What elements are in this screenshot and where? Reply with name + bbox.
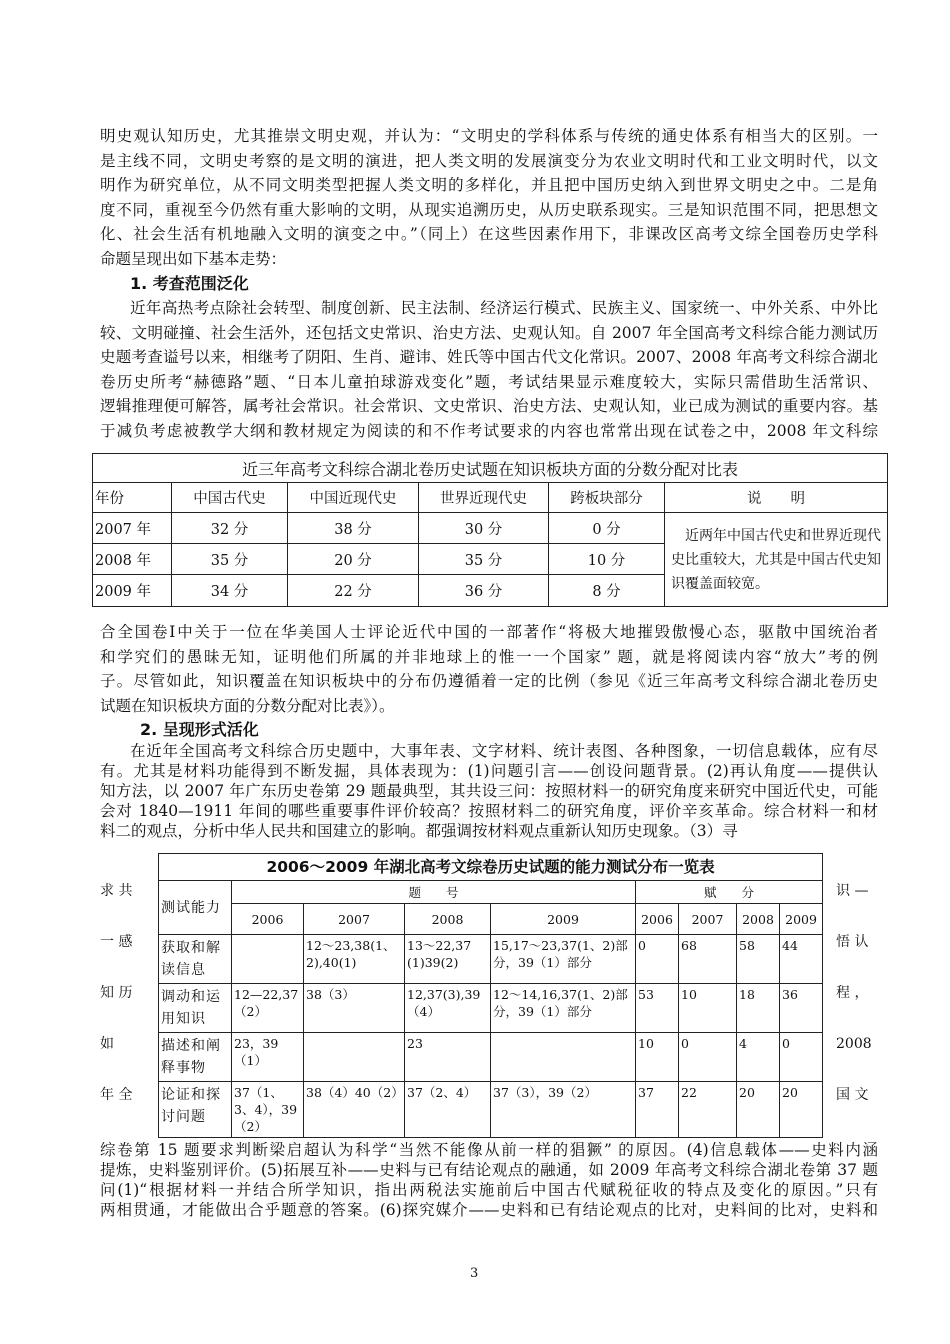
year-header: 2006 [232, 904, 304, 935]
text-line: 逻辑推理便可解答，属考社会常识。社会常识、文史常识、治史方法、史观认知，业已成为测试的重要内容。基 [100, 397, 878, 416]
text-line: 近年高热考点除社会转型、制度创新、民主法制、经济运行模式、民族主义、国家统一、中外关系、中外比 [130, 299, 878, 317]
text-fragment: 悟 认 [836, 934, 869, 950]
section-heading-2: 2. 呈现形式活化 [140, 720, 259, 739]
table-row [159, 1033, 823, 1082]
text-line: 是主线不同，文明史考察的是文明的演进，把人类文明的发展演变分为农业文明时代和工业文明时代，以文 [100, 151, 878, 170]
score-cell: 53 [636, 984, 679, 1033]
table-row [159, 935, 823, 984]
column-header: 世界近现代史 [419, 483, 549, 513]
text-line: 试题在知识板块方面的分数分配对比表》）。 [100, 696, 395, 715]
score-cell: 18 [737, 984, 780, 1033]
text-line: 料二的观点，分析中华人民共和国建立的影响。都强调按材料观点重新认知历史现象。（3）寻 [100, 822, 738, 840]
section-heading-1: 1. 考查范围泛化 [130, 274, 249, 293]
text-line: 合全国卷Ⅰ中关于一位在华美国人士评论近代中国的一部著作“将极大地摧毁傲慢心态，驱散中国统治者 [100, 623, 878, 641]
year-header: 2007 [304, 904, 405, 935]
table-row [159, 984, 823, 1033]
question-cell: 13～22,37(1)39(2) [405, 935, 491, 984]
column-header: 说 明 [665, 483, 888, 513]
question-cell: 23，39（1） [232, 1033, 304, 1082]
score-cell: 22 [679, 1082, 737, 1138]
score-cell: 44 [780, 935, 823, 984]
ability-cell: 调动和运用知识 [159, 984, 232, 1033]
text-fragment: 一 感 [100, 934, 133, 950]
question-cell: 37（3），39（2） [491, 1082, 636, 1138]
text-fragment: 2008 [836, 1036, 872, 1052]
score-cell: 4 [737, 1033, 780, 1082]
year-header: 2008 [405, 904, 491, 935]
ability-table-section [100, 853, 878, 1220]
paragraph-scope [100, 296, 878, 444]
column-group-header: 赋 分 [636, 881, 823, 904]
question-cell: 23 [405, 1033, 491, 1082]
table-title: 近三年高考文科综合湖北卷历史试题在知识板块方面的分数分配对比表 [93, 454, 888, 483]
year-header: 2008 [737, 904, 780, 935]
text-line: 卷历史所考“赫德路”题、“日本儿童拍球游戏变化”题，考试结果显示难度较大，实际只需借助生活常识、 [100, 372, 878, 391]
ability-cell: 论证和探讨问题 [159, 1082, 232, 1138]
column-header: 测试能力 [159, 881, 232, 935]
question-cell [304, 1033, 405, 1082]
text-line: 两相贯通，才能做出合乎题意的答案。(6)探究媒介——史料和已有结论观点的比对，史料间的比对，史料和 [100, 1201, 878, 1219]
table-cell: 8 分 [549, 575, 665, 607]
question-cell: 12～23,38(1、2),40(1) [304, 935, 405, 984]
paragraph-presentation [100, 741, 878, 841]
table-cell: 34 分 [172, 575, 288, 607]
text-fragment: 求 共 [100, 883, 133, 899]
score-cell: 10 [679, 984, 737, 1033]
text-fragment: 如 [100, 1036, 114, 1052]
year-header: 2009 [491, 904, 636, 935]
table-cell: 35 分 [419, 544, 549, 575]
paragraph-coverage [100, 620, 878, 718]
text-line: 在近年全国高考文科综合历史题中，大事年表、文字材料、统计表图、各种图象，一切信息载体，应有尽 [130, 742, 878, 760]
column-header: 年份 [93, 483, 172, 513]
year-header: 2009 [780, 904, 823, 935]
table-cell: 2009 年 [93, 575, 172, 607]
table-cell: 20 分 [288, 544, 419, 575]
table-cell: 32 分 [172, 513, 288, 544]
paragraph-civilization-view [100, 124, 878, 272]
text-line: 有。尤其是材料功能得到不断发掘，具体表现为：(1)问题引言——创设问题背景。(2)再认角度——提供认 [100, 762, 878, 780]
text-line: 问(1)“根据材料一并结合所学知识，指出两税法实施前后中国古代赋税征收的特点及变化的原因。”只有 [100, 1181, 878, 1199]
text-line: 和学究们的愚昧无知，证明他们所属的并非地球上的惟一一个国家” 题，就是将阅读内容“放大”考的例 [100, 647, 878, 666]
score-cell: 68 [679, 935, 737, 984]
question-cell: 15,17～23,37(1、2)部分，39（1）部分 [491, 935, 636, 984]
text-line: 史题考查谥号以来，相继考了阴阳、生肖、避讳、姓氏等中国古代文化常识。2007、2008 年高考文科综合湖北 [100, 348, 878, 367]
text-fragment: 程 ， [836, 985, 869, 1001]
score-cell: 10 [636, 1033, 679, 1082]
wrapped-text-left [100, 849, 132, 1138]
text-line: 子。尽管如此，知识覆盖在知识板块中的分布仍遵循着一定的比例（参见《近三年高考文科综合湖北卷历史 [100, 672, 878, 691]
text-line: 于减负考虑被教学大纲和教材规定为阅读的和不作考试要求的内容也常常出现在试卷之中，2008 年文科综 [100, 421, 878, 440]
table-row [93, 513, 888, 544]
score-distribution-table [92, 453, 888, 607]
score-cell: 37 [636, 1082, 679, 1138]
text-fragment: 国 文 [836, 1087, 869, 1103]
text-fragment: 知 历 [100, 985, 133, 1001]
question-cell: 12,37(3),39（4） [405, 984, 491, 1033]
column-header: 跨板块部分 [549, 483, 665, 513]
ability-cell: 获取和解读信息 [159, 935, 232, 984]
ability-distribution-table [158, 853, 823, 1138]
ability-cell: 描述和阐释事物 [159, 1033, 232, 1082]
wrapped-text-right [836, 849, 872, 1138]
text-line: 知方法，以 2007 年广东历史卷第 29 题最典型，其共设三问：按照材料一的研究角度来研究中国近代史，可能 [100, 782, 878, 800]
table-cell: 22 分 [288, 575, 419, 607]
text-line: 明史观认知历史，尤其推崇文明史观，并认为：“文明史的学科体系与传统的通史体系有相当大的区别。一 [100, 127, 878, 145]
text-line: 提炼，史料鉴别评价。(5)拓展互补——史料与已有结论观点的融通，如 2009 年高考文科综合湖北卷第 37 题 [100, 1161, 878, 1179]
score-cell: 0 [780, 1033, 823, 1082]
year-header: 2006 [636, 904, 679, 935]
text-line: 命题呈现出如下基本走势： [100, 249, 287, 268]
table-cell: 2008 年 [93, 544, 172, 575]
score-cell: 0 [636, 935, 679, 984]
table-row [159, 1082, 823, 1138]
paragraph-material-functions [100, 1140, 878, 1220]
question-cell: 12—22,37（2） [232, 984, 304, 1033]
score-cell: 0 [679, 1033, 737, 1082]
text-fragment: 识 — [836, 883, 869, 899]
column-header: 中国古代史 [172, 483, 288, 513]
score-cell: 20 [737, 1082, 780, 1138]
question-cell: 37（1、3、4），39（2） [232, 1082, 304, 1138]
question-cell: 37（2、4） [405, 1082, 491, 1138]
text-line: 综卷第 15 题要求判断梁启超认为科学“当然不能像从前一样的猖獗” 的原因。(4)信息载体——史料内涵 [100, 1141, 878, 1159]
text-line: 度不同，重视至今仍然有重大影响的文明，从现实追溯历史，从历史联系现实。三是知识范围不同，把思想文 [100, 200, 878, 219]
question-cell: 38（4）40（2） [304, 1082, 405, 1138]
score-cell: 36 [780, 984, 823, 1033]
text-fragment: 年 全 [100, 1087, 133, 1103]
table-cell: 30 分 [419, 513, 549, 544]
column-group-header: 题 号 [232, 881, 636, 904]
table-cell: 36 分 [419, 575, 549, 607]
table-cell: 2007 年 [93, 513, 172, 544]
score-cell: 58 [737, 935, 780, 984]
question-cell: 38（3） [304, 984, 405, 1033]
text-line: 化、社会生活有机地融入文明的演变之中。”（同上）在这些因素作用下，非课改区高考文综全国卷历史学科 [100, 225, 878, 244]
question-cell [491, 1033, 636, 1082]
table-cell: 0 分 [549, 513, 665, 544]
table-cell: 35 分 [172, 544, 288, 575]
year-header: 2007 [679, 904, 737, 935]
text-line: 较、文明碰撞、社会生活外，还包括文史常识、治史方法、史观认知。自 2007 年全国高考文科综合能力测试历 [100, 323, 878, 342]
text-line: 明作为研究单位，从不同文明类型把握人类文明的多样化，并且把中国历史纳入到世界文明史之中。二是角 [100, 176, 878, 195]
page-number: 3 [470, 1266, 479, 1281]
question-cell [232, 935, 304, 984]
score-cell: 20 [780, 1082, 823, 1138]
question-cell: 12～14,16,37(1、2)部分，39（1）部分 [491, 984, 636, 1033]
table-title: 2006～2009 年湖北高考文综卷历史试题的能力测试分布一览表 [159, 854, 823, 881]
table-note: 近两年中国古代史和世界近现代史比重较大，尤其是中国古代史知识覆盖面较宽。 [665, 513, 888, 607]
column-header: 中国近现代史 [288, 483, 419, 513]
table-cell: 38 分 [288, 513, 419, 544]
ability-table-box [100, 853, 872, 1138]
table-cell: 10 分 [549, 544, 665, 575]
text-line: 会对 1840—1911 年间的哪些重要事件评价较高？按照材料二的研究角度，评价辛亥革命。综合材料一和材 [100, 802, 878, 820]
